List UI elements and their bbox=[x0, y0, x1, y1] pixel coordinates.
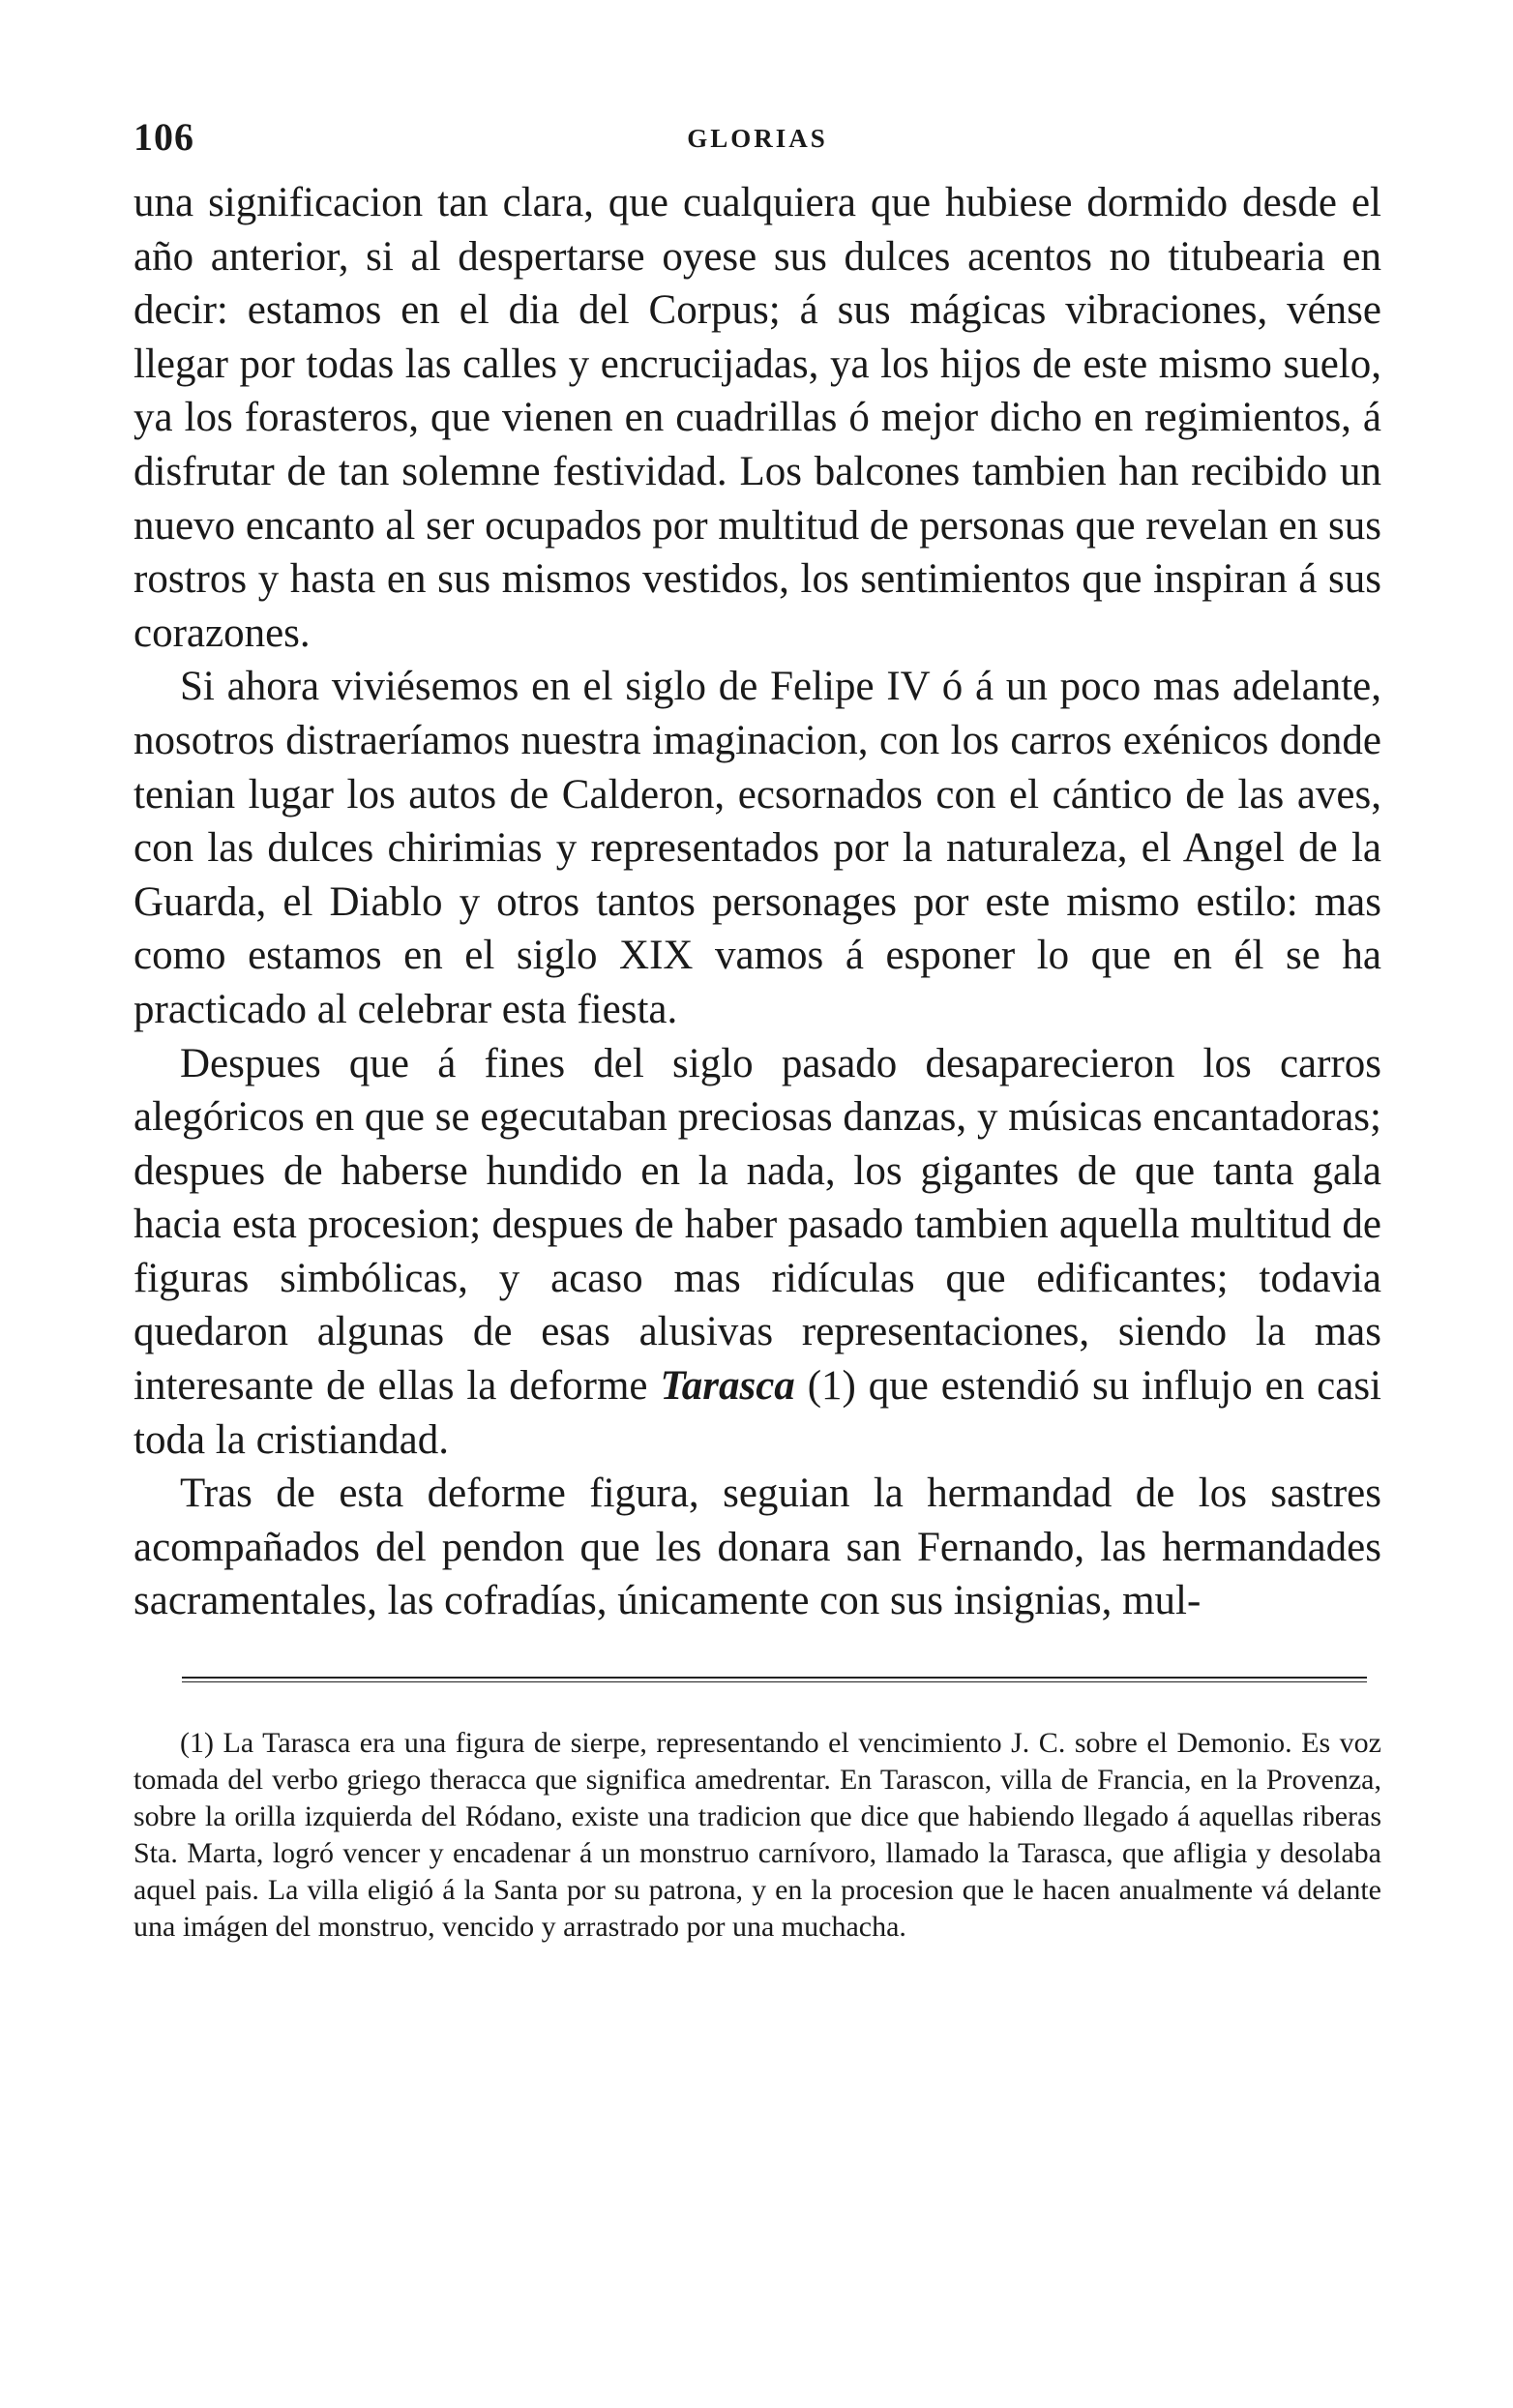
footnote-reference: (1) bbox=[807, 1363, 856, 1410]
paragraph-2: Si ahora viviésemos en el siglo de Felipe IV ó á un poco mas adelante, nosotros distraeríamos nuestra imaginacion, con los carros exénicos donde tenian lugar los autos de Calderon, ecsornados con el cántico de las aves, con las dulces chirimias y representados por la naturaleza, el Angel de la Guarda, el Diablo y otros tantos personages por este mismo estilo: mas como estamos en el siglo XIX vamos á esponer lo que en él se ha practicado al celebrar esta fiesta. bbox=[134, 664, 1381, 1032]
running-head bbox=[134, 114, 1381, 176]
running-title: GLORIAS bbox=[687, 124, 828, 153]
page-number: 106 bbox=[134, 115, 194, 159]
paragraph-3-end: que estendió su influjo en casi toda la cristiandad. bbox=[134, 1363, 1381, 1463]
tarasca-italic: Tarasca bbox=[660, 1363, 795, 1410]
paragraph-3-start: Despues que á fines del siglo pasado desaparecieron los carros alegóricos en que se egecutaban preciosas danzas, y músicas encantadoras; despues de haberse hundido en la nada, los gigantes de que tanta gala hacia esta procesion; despues de haber pasado tambien aquella multitud de figuras simbólicas, y acaso mas ridículas que edificantes; todavia quedaron algunas de esas alusivas representaciones, siendo la mas interesante de ellas la deforme bbox=[134, 1040, 1381, 1410]
footnote-marker: (1) bbox=[180, 1727, 214, 1760]
footnote-text: La Tarasca era una figura de sierpe, representando el vencimiento J. C. sobre el Demonio. Es voz tomada del verbo griego theracca que significa amedrentar. En Tarascon, villa de Francia, en la Provenza, sobre la orilla izquierda del Ródano, existe una tradicion que dice que habiendo llegado á aquellas riberas Sta. Marta, logró vencer y encadenar á un monstruo carnívoro, llamado la Tarasca, que afligia y desolaba aquel pais. La villa eligió á la Santa por su patrona, y en la procesion que le hacen anualmente vá delante una imágen del monstruo, vencido y arrastrado por una muchacha. bbox=[134, 1727, 1381, 1944]
footnote bbox=[134, 1725, 1381, 1946]
book-page bbox=[134, 114, 1381, 1975]
paragraph-1: una significacion tan clara, que cualquiera que hubiese dormido desde el año anterior, si al despertarse oyese sus dulces acentos no titubearia en decir: estamos en el dia del Corpus; á sus mágicas vibraciones, vénse llegar por todas las calles y encrucijadas, ya los hijos de este mismo suelo, ya los forasteros, que vienen en cuadrillas ó mejor dicho en regimientos, á disfrutar de tan solemne festividad. Los balcones tambien han recibido un nuevo encanto al ser ocupados por multitud de personas que revelan en sus rostros y hasta en sus mismos vestidos, los sentimientos que inspiran á sus corazones. bbox=[134, 180, 1381, 656]
paragraph-3 bbox=[134, 1037, 1381, 1468]
footnote-divider bbox=[182, 1677, 1367, 1682]
main-text bbox=[134, 176, 1381, 1628]
paragraph-4: Tras de esta deforme figura, seguian la hermandad de los sastres acompañados del pendon que les donara san Fernando, las hermandades sacramentales, las cofradías, únicamente con sus insignias, mul- bbox=[134, 1471, 1381, 1624]
